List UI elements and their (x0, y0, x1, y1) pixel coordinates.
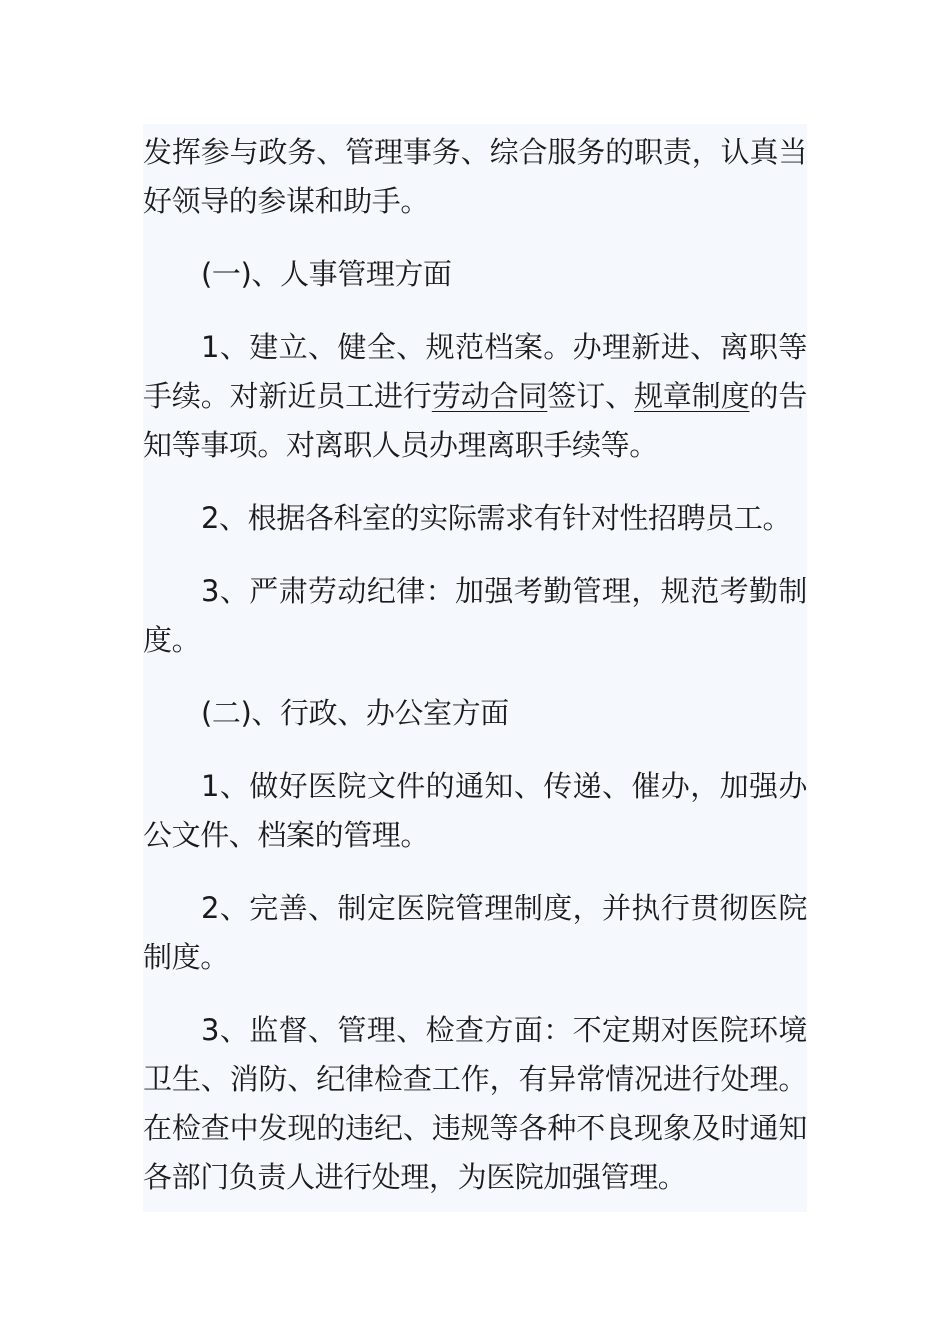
paragraph-text: 签订、 (547, 379, 634, 413)
paragraph-admin-1: 1、做好医院文件的通知、传递、催办，加强办公文件、档案的管理。 (143, 769, 807, 852)
section-heading-personnel: (一)、人事管理方面 (201, 257, 452, 291)
paragraph-admin-2: 2、完善、制定医院管理制度，并执行贯彻医院制度。 (143, 891, 807, 974)
paragraph-text: 1、建立、健全、规范档案。办理新进、离职等手续。对新近员工进行 (143, 330, 807, 413)
labor-contract-link[interactable]: 劳动合同 (431, 379, 548, 413)
regulations-link[interactable]: 规章制度 (633, 379, 750, 413)
paragraph-personnel-3: 3、严肃劳动纪律：加强考勤管理，规范考勤制度。 (143, 574, 807, 657)
paragraph-personnel-1 (143, 323, 807, 470)
paragraph-admin-3: 3、监督、管理、检查方面：不定期对医院环境卫生、消防、纪律检查工作，有异常情况进行处理。在检查中发现的违纪、违规等各种不良现象及时通知各部门负责人进行处理，为医院加强管理。 (143, 1013, 807, 1194)
paragraph-intro: 发挥参与政务、管理事务、综合服务的职责，认真当好领导的参谋和助手。 (143, 135, 807, 218)
paragraph-personnel-2: 2、根据各科室的实际需求有针对性招聘员工。 (201, 501, 792, 535)
section-heading-admin: (二)、行政、办公室方面 (201, 696, 509, 730)
paragraph-text: 的告知等事项。对离职人员办理离职手续等。 (143, 379, 807, 462)
document-body (143, 124, 807, 1212)
